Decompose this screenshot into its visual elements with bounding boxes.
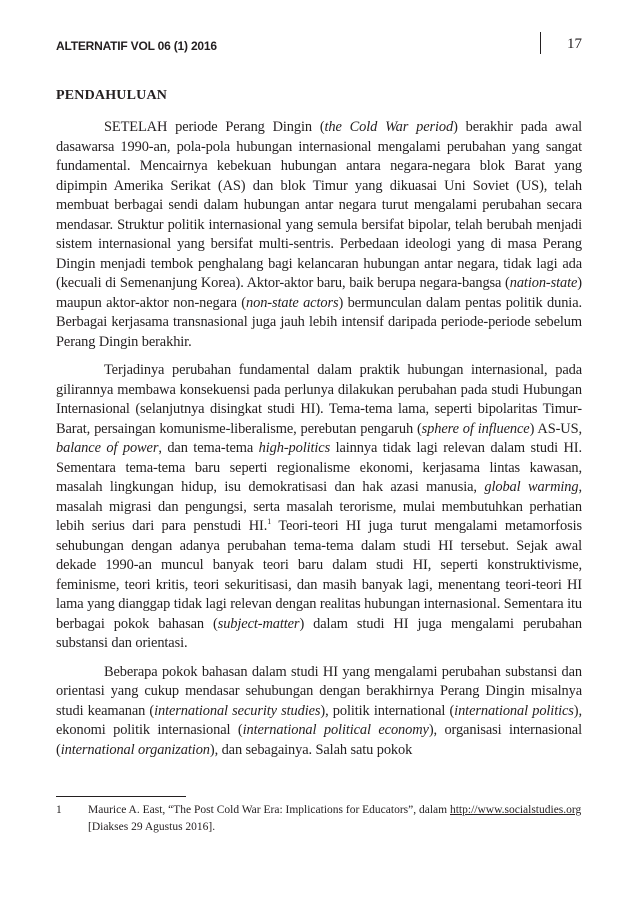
text-run: , masalah migrasi dan pengungsi, serta masalah terorisme, mulai membutuhkan perhatian lebih serius dari para penstudi HI.	[56, 479, 582, 534]
paragraph-3	[56, 663, 582, 761]
text-run: ) dalam studi HI juga mengalami perubahan substansi dan orientasi.	[56, 615, 582, 651]
paragraph-2	[56, 361, 582, 654]
italic-term: nation-state	[509, 275, 578, 291]
body-text	[56, 118, 582, 769]
text-run: ), politik international (	[320, 702, 455, 719]
running-header	[56, 32, 582, 56]
text-run: , dan tema-tema	[158, 440, 259, 456]
text-run: ) bermunculan dalam pentas politik dunia. Berbagai kerjasama transnasional juga jauh lebih intensif daripada periode-periode sebelum Perang Dingin berakhir.	[56, 294, 582, 350]
italic-term: global warming	[484, 479, 579, 495]
text-run: Terjadinya perubahan fundamental dalam praktik hubungan internasional, pada gilirannya membawa konsekuensi pada perlunya dilakukan perubahan pada studi Hubungan Internasional (selanjutnya disingkat studi HI). Tema-tema lama, seperti bipolaritas Timur-Barat, persaingan komunisme-liberalisme, perebutan pengaruh (	[56, 362, 582, 437]
journal-title: ALTERNATIF VOL 06 (1) 2016	[56, 39, 217, 53]
text-run: Teori-teori HI juga turut mengalami metamorfosis sehubungan dengan adanya perubahan tema-tema dalam studi HI tersebut. Sejak awal dekade 1990-an muncul banyak teori baru dalam studi HI, seperti konstruktivisme, feminisme, teori kritis, teori sekuritisasi, dan masih banyak lagi, menentang teori-teori HI lama yang dianggap tidak lagi relevan dengan realitas hubungan internasional. Sementara itu berbagai pokok bahasan (	[56, 518, 582, 632]
text-run: Beberapa pokok bahasan dalam studi HI yang mengalami perubahan substansi dan orientasi yang cukup mendasar sehubungan dengan berakhirnya Perang Dingin misalnya studi keamanan (	[56, 663, 582, 719]
text-run: ), dan sebagainya. Salah satu pokok	[209, 741, 413, 758]
text-run: ), ekonomi politik internasional (	[56, 702, 582, 738]
italic-term: balance of power	[56, 440, 159, 456]
page-number: 17	[567, 36, 582, 52]
text-run: ) berakhir pada awal dasawarsa 1990-an, pola-pola hubungan internasional mengalami perubahan yang sangat fundamental. Mencairnya kebekuan hubungan antara negara-negara blok Barat yang dipimpin Amerika Serikat (AS) dan blok Timur yang dikuasai Uni Soviet (US), telah membuat berbagai sendi dalam hubungan antar negara turut mengalami perubahan secara mendasar. Struktur politik internasional yang semula bersifat bipolar, telah berubah menjadi sistem internasional yang bersifat multi-sentris. Perbedaan ideologi yang di masa Perang Dingin menjadi tembok penghalang bagi kelancaran hubungan antar negara, tidak lagi ada (kecuali di Semenanjung Korea). Aktor-aktor baru, baik berupa negara-bangsa (	[56, 119, 583, 291]
footnote-text: Maurice A. East, “The Post Cold War Era: Implications for Educators”, dalam	[88, 804, 450, 816]
paragraph-1	[56, 118, 582, 352]
text-run: ), organisasi internasional (	[56, 722, 582, 758]
header-divider	[540, 32, 541, 54]
italic-term: the Cold War period	[324, 119, 454, 135]
footnote-accessed: [Diakses 29 Agustus 2016].	[88, 820, 216, 833]
text-run: ) AS-US,	[529, 420, 582, 437]
section-heading: PENDAHULUAN	[56, 88, 168, 103]
italic-term: non-state actors	[246, 294, 339, 311]
text-run: SETELAH periode Perang Dingin (	[104, 119, 325, 135]
italic-term: international politics	[454, 702, 574, 719]
footnote-separator	[56, 796, 186, 797]
text-run: lainnya tidak lagi relevan dalam studi HI. Sementara tema-tema baru seperti regionalisme ekonomi, kerjasama lintas kawasan, masalah lingkungan hidup, isu demokratisasi dan hak azasi manusia,	[56, 440, 582, 495]
italic-term: sphere of influence	[421, 420, 530, 437]
footnote	[56, 802, 582, 835]
text-run: ) maupun aktor-aktor non-negara (	[56, 275, 582, 311]
italic-term: international organization	[60, 741, 210, 758]
italic-term: subject-matter	[217, 615, 300, 632]
italic-term: international political economy	[242, 722, 429, 738]
italic-term: international security studies	[154, 702, 321, 719]
footnote-link[interactable]: http://www.socialstudies.org	[449, 804, 582, 816]
footnote-reference[interactable]: 1	[267, 517, 272, 527]
footnote-number: 1	[56, 804, 62, 816]
italic-term: high-politics	[258, 440, 331, 456]
footnote-body	[88, 802, 582, 835]
